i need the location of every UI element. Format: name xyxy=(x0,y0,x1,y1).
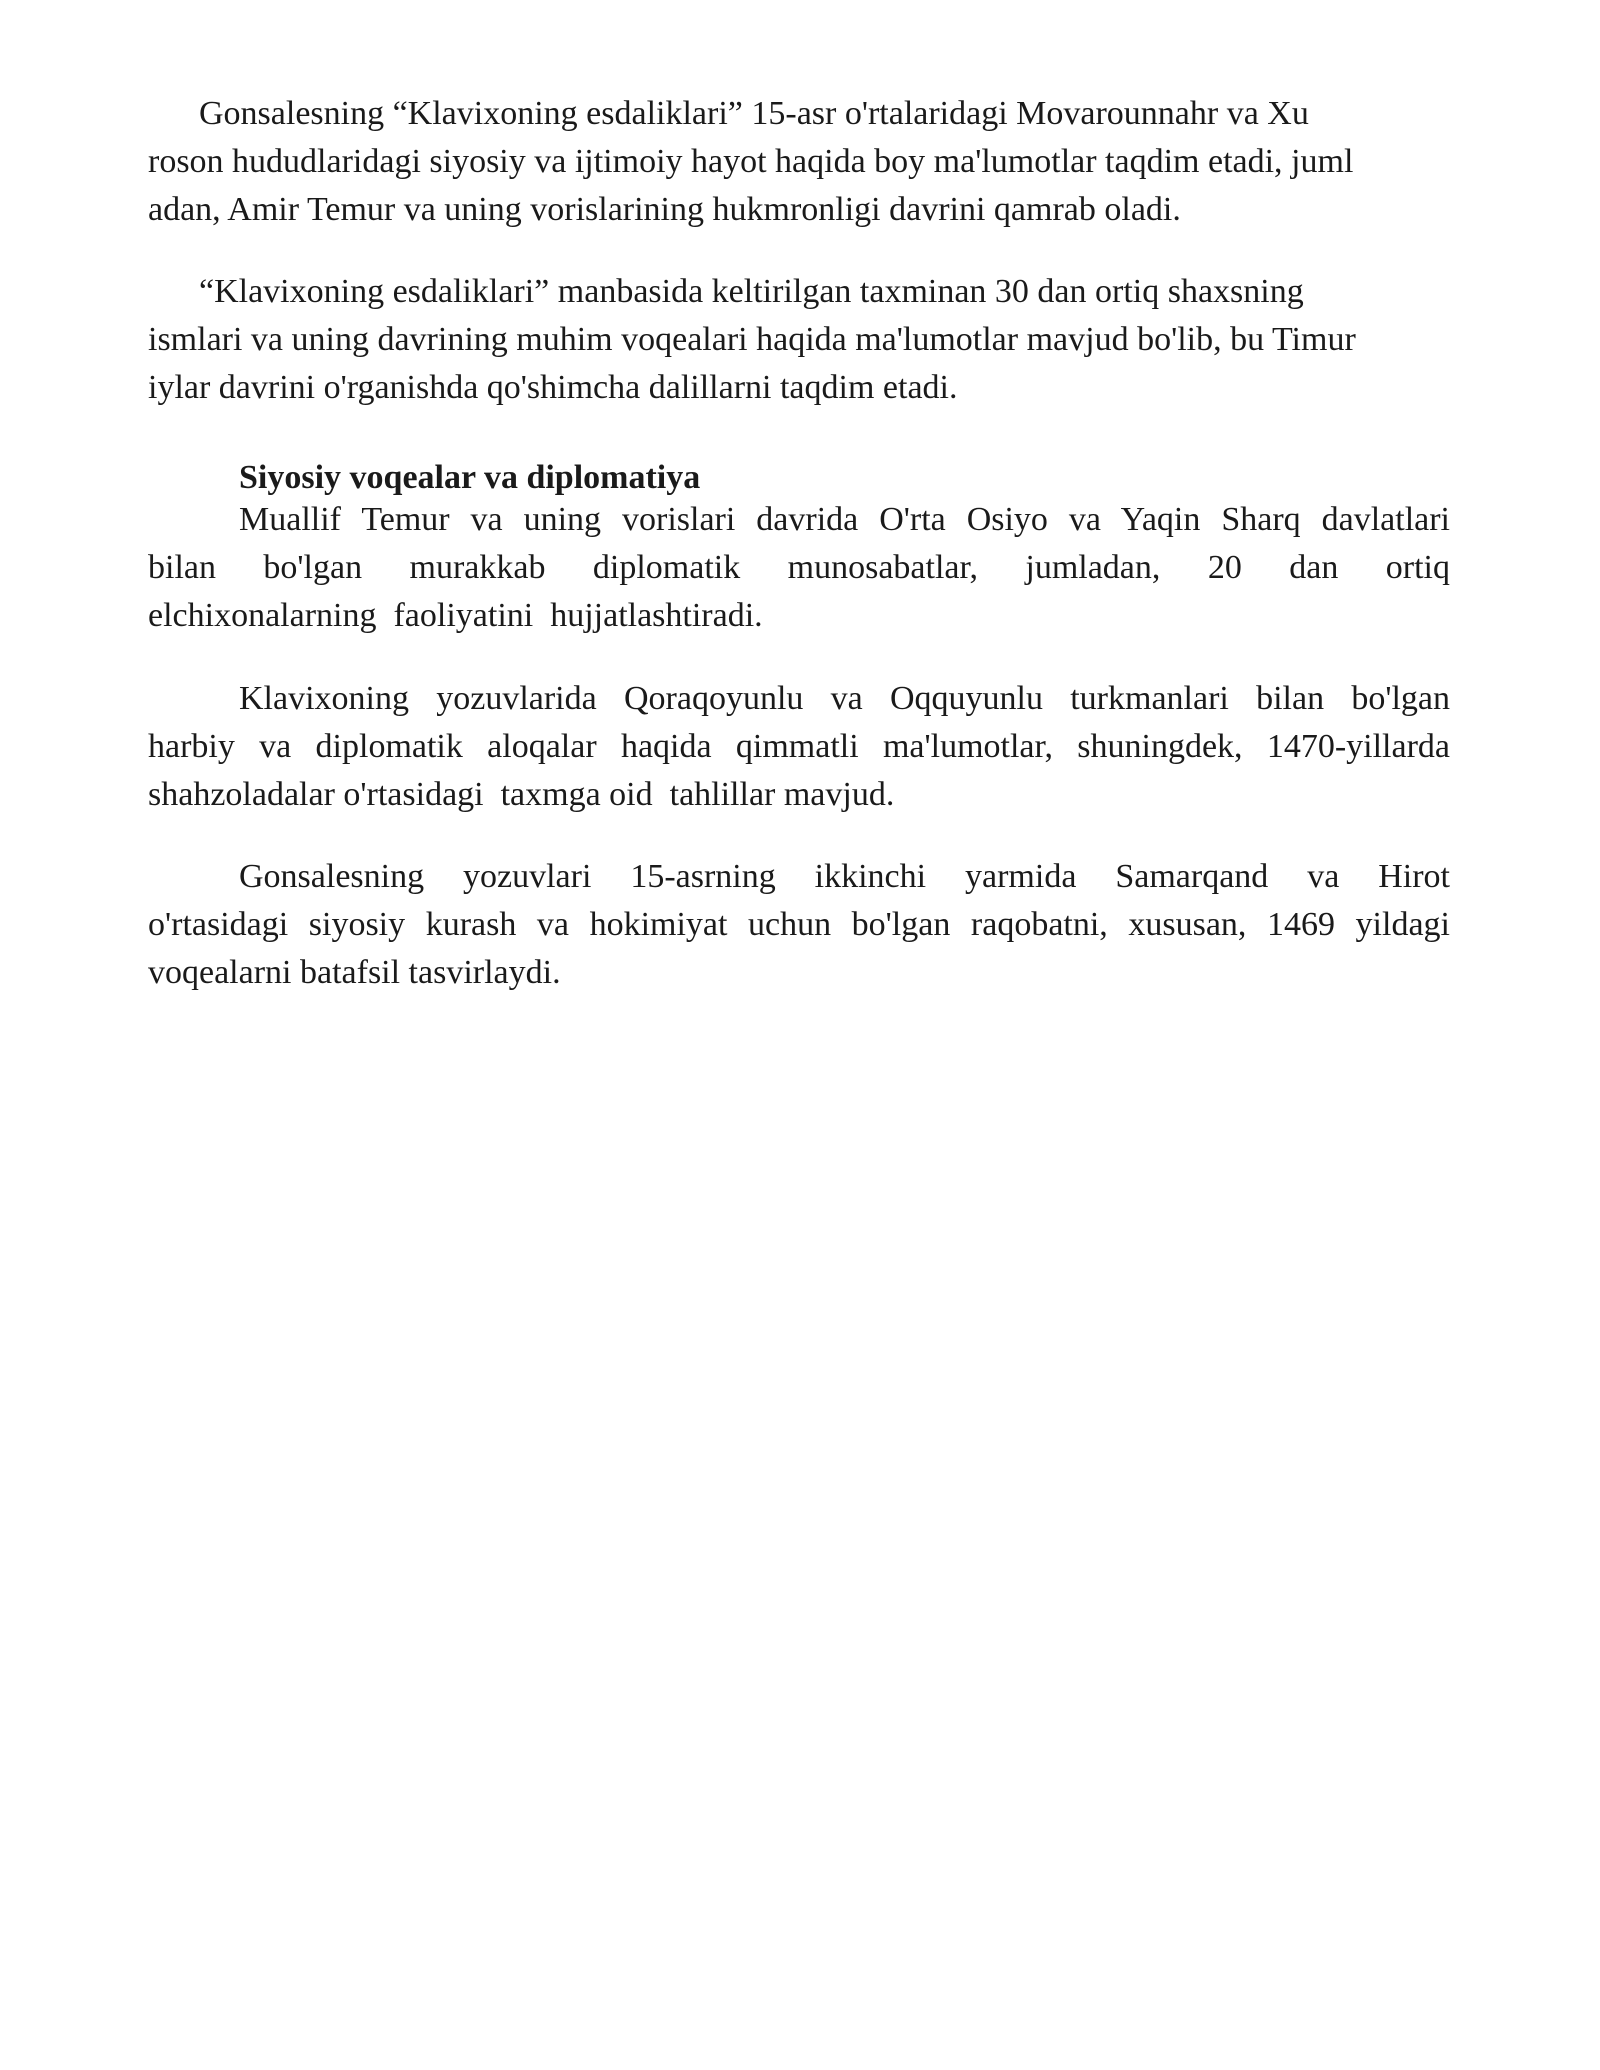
paragraph xyxy=(148,268,1448,412)
paragraph-line: Gonsalesning yozuvlari 15-asrning ikkinchi yarmida Samarqand va Hirot xyxy=(239,858,1450,895)
paragraph-line: voqealarni batafsil tasvirlaydi. xyxy=(148,954,561,991)
paragraph xyxy=(148,853,1450,997)
paragraph-line: Muallif Temur va uning vorislari davrida O'rta Osiyo va Yaqin Sharq davlatlari xyxy=(239,501,1450,538)
paragraph-line: Gonsalesning “Klavixoning esdaliklari” 15-asr o'rtalaridagi Movarounnahr va Xu xyxy=(148,95,1309,132)
paragraph-line: bilan bo'lgan murakkab diplomatik munosabatlar, jumladan, 20 dan ortiq xyxy=(148,549,1450,586)
section-heading: Siyosiy voqealar va diplomatiya xyxy=(239,459,701,496)
paragraph-line: “Klavixoning esdaliklari” manbasida keltirilgan taxminan 30 dan ortiq shaxsning xyxy=(148,273,1304,310)
paragraph-line: iylar davrini o'rganishda qo'shimcha dalillarni taqdim etadi. xyxy=(148,369,958,406)
paragraph xyxy=(148,496,1450,640)
paragraph-line: ismlari va uning davrining muhim voqealari haqida ma'lumotlar mavjud bo'lib, bu Timur xyxy=(148,321,1356,358)
paragraph xyxy=(148,675,1450,819)
paragraph-line: roson hududlaridagi siyosiy va ijtimoiy hayot haqida boy ma'lumotlar taqdim etadi, juml xyxy=(148,143,1354,180)
paragraph xyxy=(148,90,1448,234)
paragraph-line: o'rtasidagi siyosiy kurash va hokimiyat uchun bo'lgan raqobatni, xususan, 1469 yildagi xyxy=(148,906,1450,943)
paragraph-line: shahzoladalar o'rtasidagi taxmga oid tahlillar mavjud. xyxy=(148,776,895,813)
paragraph-line: adan, Amir Temur va uning vorislarining hukmronligi davrini qamrab oladi. xyxy=(148,191,1181,228)
paragraph-line: Klavixoning yozuvlarida Qoraqoyunlu va Oqquyunlu turkmanlari bilan bo'lgan xyxy=(239,680,1450,717)
paragraph-line: elchixonalarning faoliyatini hujjatlashtiradi. xyxy=(148,597,763,634)
paragraph-line: harbiy va diplomatik aloqalar haqida qimmatli ma'lumotlar, shuningdek, 1470-yillarda xyxy=(148,728,1450,765)
